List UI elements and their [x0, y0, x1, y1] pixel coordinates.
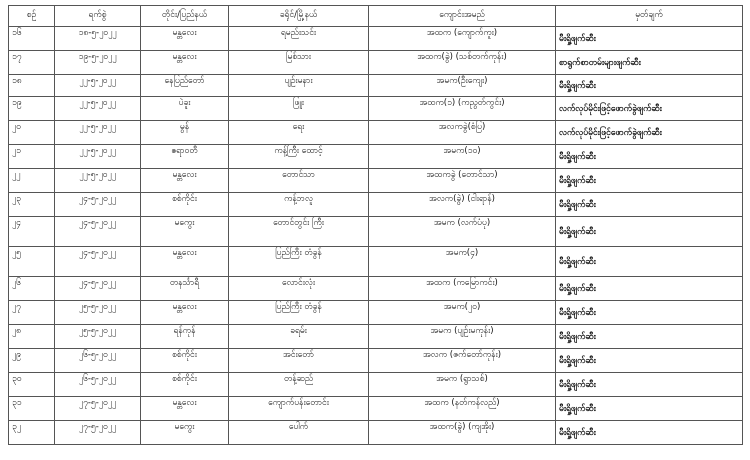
cell-region: ဧရာဝတီ	[141, 145, 229, 169]
cell-region: မန္တလေး	[141, 247, 229, 277]
cell-no: ၂၆	[9, 277, 55, 301]
cell-date: ၂၇-၅-၂၀၂၂	[55, 397, 141, 421]
table-row	[9, 349, 743, 373]
cell-date: ၂၄-၅-၂၀၂၂	[55, 217, 141, 247]
cell-date: ၂၄-၅-၂၀၂၂	[55, 193, 141, 217]
cell-remark: မီးရှို့ဖျက်ဆီး	[556, 27, 743, 51]
table-row	[9, 301, 743, 325]
cell-no: ၃၀	[9, 373, 55, 397]
cell-remark: မီးရှို့ဖျက်ဆီး	[556, 193, 743, 217]
cell-school: အလက(ခွဲ) (ငါးရာန်)	[369, 193, 556, 217]
cell-school: အမက(၁၀)	[369, 145, 556, 169]
cell-township: ပျဉ်းမနား	[229, 75, 369, 97]
cell-date: ၂၆-၅-၂၀၂၂	[55, 349, 141, 373]
cell-school: အထက(ခွဲ) (ကျအိုး)	[369, 421, 556, 445]
cell-school: အမက (လက်ပံပု)	[369, 217, 556, 247]
cell-date: ၂၂-၅-၂၀၂၂	[55, 169, 141, 193]
table-row	[9, 27, 743, 51]
cell-school: အမက (ပျဉ်းမကုန်း)	[369, 325, 556, 349]
table-row	[9, 277, 743, 301]
table-row	[9, 325, 743, 349]
table-row	[9, 145, 743, 169]
table-body	[9, 27, 743, 445]
cell-no: ၂၈	[9, 325, 55, 349]
cell-school: အထက(၁) (ကညွတ်ကွင်း)	[369, 97, 556, 121]
cell-remark: လက်လုပ်မိုင်းဖြင့်ဖောက်ခွဲဖျက်ဆီး	[556, 121, 743, 145]
cell-region: စစ်ကိုင်း	[141, 349, 229, 373]
incident-table	[8, 5, 743, 445]
cell-township: မြစ်သား	[229, 51, 369, 75]
cell-date: ၂၅-၅-၂၀၂၂	[55, 301, 141, 325]
table-row	[9, 217, 743, 247]
cell-date: ၂၄-၅-၂၀၂၂	[55, 247, 141, 277]
cell-township: ခရမ်း	[229, 325, 369, 349]
cell-school: အထကခွဲ (တောင်သာ)	[369, 169, 556, 193]
cell-region: စစ်ကိုင်း	[141, 193, 229, 217]
cell-date: ၂၅-၅-၂၀၂၂	[55, 325, 141, 349]
header-township: ခရိုင်/မြို့နယ်	[229, 6, 369, 27]
cell-region: မကွေး	[141, 421, 229, 445]
cell-date: ၂၂-၅-၂၀၂၂	[55, 121, 141, 145]
cell-no: ၂၃	[9, 193, 55, 217]
cell-date: ၁၉-၅-၂၀၂၂	[55, 51, 141, 75]
table-row	[9, 51, 743, 75]
cell-remark: မီးရှို့ဖျက်ဆီး	[556, 349, 743, 373]
cell-remark: စာရွက်စာတမ်းများဖျက်ဆီး	[556, 51, 743, 75]
cell-remark: မီးရှို့ဖျက်ဆီး	[556, 145, 743, 169]
cell-remark: မီးရှို့ဖျက်ဆီး	[556, 397, 743, 421]
table-row	[9, 75, 743, 97]
cell-township: ကန့်ဘလူ	[229, 193, 369, 217]
table-row	[9, 397, 743, 421]
cell-region: မကွေး	[141, 217, 229, 247]
cell-date: ၂၄-၅-၂၀၂၂	[55, 277, 141, 301]
cell-region: မန္တလေး	[141, 51, 229, 75]
table-row	[9, 97, 743, 121]
cell-township: လောင်းလုံး	[229, 277, 369, 301]
cell-remark: မီးရှို့ဖျက်ဆီး	[556, 421, 743, 445]
cell-remark: မီးရှို့ဖျက်ဆီး	[556, 75, 743, 97]
cell-remark: မီးရှို့ဖျက်ဆီး	[556, 247, 743, 277]
table-row	[9, 421, 743, 445]
cell-no: ၁၈	[9, 75, 55, 97]
cell-township: ပြည်ကြီး တံခွန်	[229, 247, 369, 277]
header-region: တိုင်း/ပြည်နယ်	[141, 6, 229, 27]
cell-school: အလက (ဇက်တော်ကုန်း)	[369, 349, 556, 373]
cell-no: ၁၆	[9, 27, 55, 51]
cell-region: ပဲခူး	[141, 97, 229, 121]
cell-date: ၂၂-၅-၂၀၂၂	[55, 145, 141, 169]
cell-school: အထက (ကမြောကင်း)	[369, 277, 556, 301]
cell-remark: မီးရှို့ဖျက်ဆီး	[556, 277, 743, 301]
cell-remark: မီးရှို့ဖျက်ဆီး	[556, 169, 743, 193]
cell-township: ကန့်ကြီး ထောင့်	[229, 145, 369, 169]
cell-school: အမက(ဦးကျေး)	[369, 75, 556, 97]
header-date: ရက်စွဲ	[55, 6, 141, 27]
cell-school: အထက(ခွဲ) (သစ်တက်ကုန်း)	[369, 51, 556, 75]
cell-township: အင်းတော်	[229, 349, 369, 373]
cell-no: ၂၉	[9, 349, 55, 373]
cell-township: ဖြူး	[229, 97, 369, 121]
cell-region: စစ်ကိုင်း	[141, 373, 229, 397]
table-row	[9, 169, 743, 193]
cell-region: တနင်္သာရီ	[141, 277, 229, 301]
cell-region: ရန်ကုန်	[141, 325, 229, 349]
cell-no: ၁၉	[9, 97, 55, 121]
header-school: ကျောင်းအမည်	[369, 6, 556, 27]
cell-township: ရမည်းသင်း	[229, 27, 369, 51]
cell-school: အမက(၂၀)	[369, 301, 556, 325]
cell-no: ၁၇	[9, 51, 55, 75]
cell-region: မန္တလေး	[141, 27, 229, 51]
cell-date: ၁၈-၅-၂၀၂၂	[55, 27, 141, 51]
header-remark: မှတ်ချက်	[556, 6, 743, 27]
cell-township: ကျောက်ပန်းတောင်း	[229, 397, 369, 421]
cell-school: အထက (ကျောက်ကူး)	[369, 27, 556, 51]
table-row	[9, 373, 743, 397]
cell-township: ရေး	[229, 121, 369, 145]
cell-remark: မီးရှို့ဖျက်ဆီး	[556, 325, 743, 349]
cell-date: ၂၇-၅-၂၀၂၂	[55, 421, 141, 445]
cell-region: နေပြည်တော်	[141, 75, 229, 97]
cell-region: မန္တလေး	[141, 169, 229, 193]
cell-township: တောင်တွင်း ကြီး	[229, 217, 369, 247]
header-row	[9, 6, 743, 27]
cell-no: ၂၂	[9, 169, 55, 193]
cell-date: ၂၆-၅-၂၀၂၂	[55, 373, 141, 397]
cell-remark: လက်လုပ်မိုင်းဖြင့်ဖောက်ခွဲဖျက်ဆီး	[556, 97, 743, 121]
cell-region: မန္တလေး	[141, 397, 229, 421]
cell-region: မွန်	[141, 121, 229, 145]
table-row	[9, 121, 743, 145]
cell-school: အလကခွဲ(စံပြ)	[369, 121, 556, 145]
cell-remark: မီးရှို့ဖျက်ဆီး	[556, 373, 743, 397]
cell-remark: မီးရှို့ဖျက်ဆီး	[556, 301, 743, 325]
cell-region: မန္တလေး	[141, 301, 229, 325]
table-row	[9, 247, 743, 277]
cell-school: အမက(၄)	[369, 247, 556, 277]
cell-school: အထက (နတ်ကန်လည်)	[369, 397, 556, 421]
table-row	[9, 193, 743, 217]
cell-no: ၂၅	[9, 247, 55, 277]
header-no: စဉ်	[9, 6, 55, 27]
cell-no: ၂၄	[9, 217, 55, 247]
cell-township: တောင်သာ	[229, 169, 369, 193]
cell-date: ၂၂-၅-၂၀၂၂	[55, 97, 141, 121]
cell-township: ပေါက်	[229, 421, 369, 445]
cell-township: ပြည်ကြီး တံခွန်	[229, 301, 369, 325]
cell-township: တန့်ဆည်	[229, 373, 369, 397]
cell-no: ၂၀	[9, 121, 55, 145]
cell-no: ၃၁	[9, 397, 55, 421]
cell-no: ၃၂	[9, 421, 55, 445]
cell-date: ၂၂-၅-၂၀၂၂	[55, 75, 141, 97]
cell-no: ၂၁	[9, 145, 55, 169]
cell-school: အမက (ရွာသစ်)	[369, 373, 556, 397]
cell-remark: မီးရှို့ဖျက်ဆီး	[556, 217, 743, 247]
cell-no: ၂၇	[9, 301, 55, 325]
